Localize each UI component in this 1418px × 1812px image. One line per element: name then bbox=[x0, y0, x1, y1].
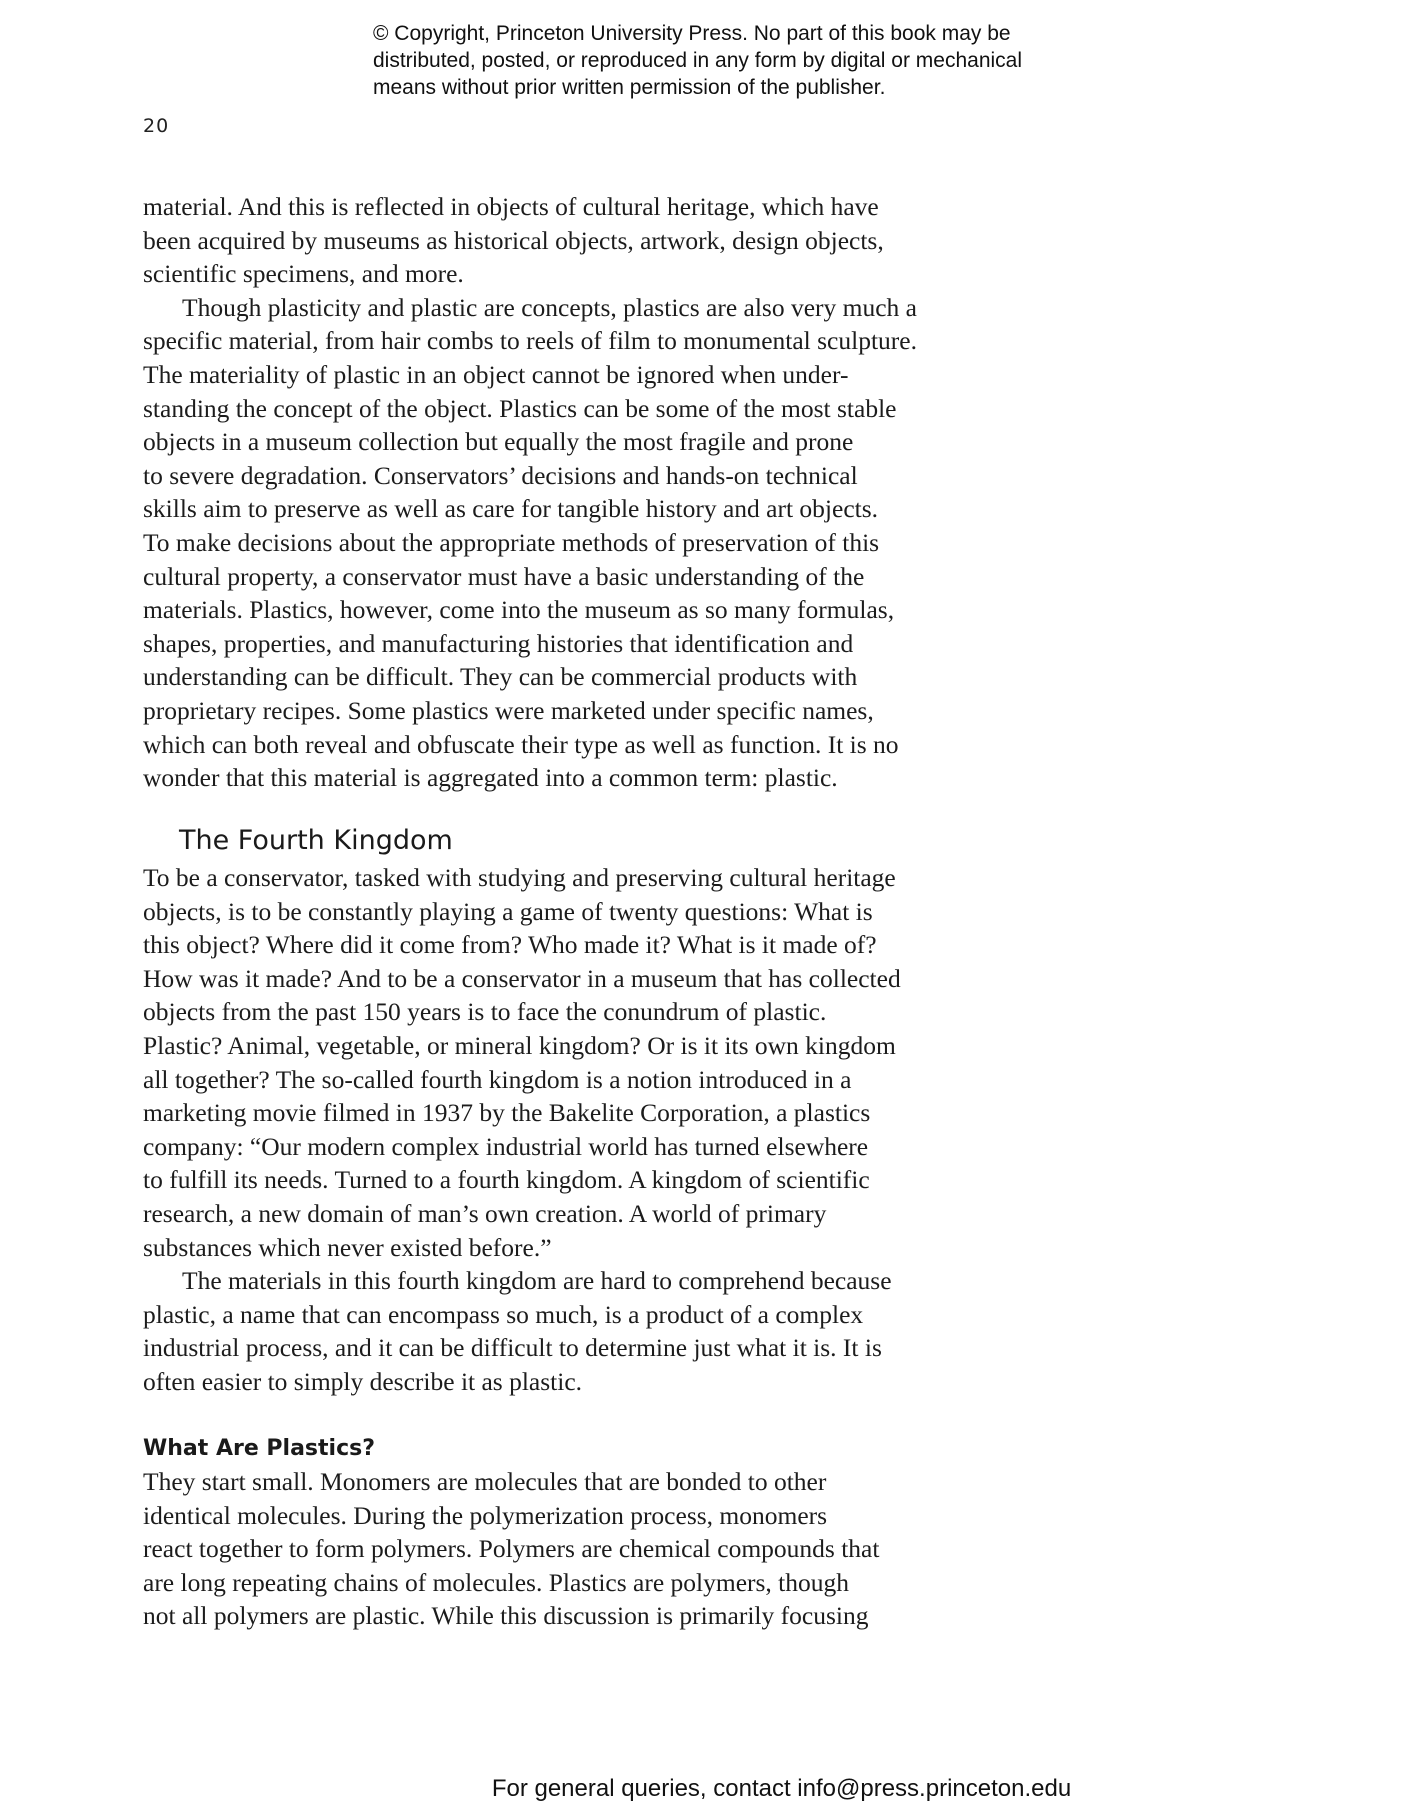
text-line: cultural property, a conservator must have a basic understanding of the bbox=[143, 561, 865, 591]
text-line: objects, is to be constantly playing a game of twenty questions: What is bbox=[143, 896, 873, 926]
copyright-notice bbox=[373, 20, 1093, 101]
text-line: understanding can be difficult. They can be commercial products with bbox=[143, 662, 858, 692]
text-line: The materials in this fourth kingdom are hard to comprehend because bbox=[182, 1266, 892, 1296]
text-line: To be a conservator, tasked with studying and preserving cultural heritage bbox=[143, 863, 896, 892]
copyright-line: means without prior written permission of the publisher. bbox=[373, 76, 886, 99]
text-line: standing the concept of the object. Plastics can be some of the most stable bbox=[143, 393, 897, 423]
text-line: all together? The so-called fourth kingdom is a notion introduced in a bbox=[143, 1064, 852, 1094]
text-line: scientific specimens, and more. bbox=[143, 259, 464, 289]
text-line: Though plasticity and plastic are concepts, plastics are also very much a bbox=[182, 292, 918, 322]
text-line: are long repeating chains of molecules. Plastics are polymers, though bbox=[143, 1567, 850, 1597]
text-line: research, a new domain of man’s own creation. A world of primary bbox=[143, 1198, 827, 1228]
footer-contact: For general queries, contact info@press.princeton.edu bbox=[491, 1775, 1072, 1802]
text-line: wonder that this material is aggregated into a common term: plastic. bbox=[143, 763, 838, 793]
page-number: 20 bbox=[143, 115, 170, 137]
text-line: How was it made? And to be a conservator in a museum that has collected bbox=[143, 963, 901, 993]
text-line: Plastic? Animal, vegetable, or mineral kingdom? Or is it its own kingdom bbox=[143, 1030, 896, 1060]
text-line: The materiality of plastic in an object cannot be ignored when under- bbox=[143, 359, 849, 389]
text-line: company: “Our modern complex industrial world has turned elsewhere bbox=[143, 1131, 869, 1161]
text-line: They start small. Monomers are molecules that are bonded to other bbox=[143, 1467, 827, 1496]
text-line: which can both reveal and obfuscate their type as well as function. It is no bbox=[143, 729, 899, 759]
body-section-what-are-plastics bbox=[143, 1465, 1003, 1633]
text-line: substances which never existed before.” bbox=[143, 1232, 552, 1262]
text-line: to fulfill its needs. Turned to a fourth kingdom. A kingdom of scientific bbox=[143, 1165, 870, 1195]
text-line: materials. Plastics, however, come into the museum as so many formulas, bbox=[143, 595, 895, 625]
text-line: to severe degradation. Conservators’ decisions and hands-on technical bbox=[143, 460, 858, 490]
text-line: been acquired by museums as historical objects, artwork, design objects, bbox=[143, 225, 884, 255]
copyright-line: distributed, posted, or reproduced in any form by digital or mechanical bbox=[373, 49, 1023, 72]
text-line: To make decisions about the appropriate methods of preservation of this bbox=[143, 527, 880, 557]
text-line: not all polymers are plastic. While this discussion is primarily focusing bbox=[143, 1601, 869, 1631]
body-section-fourth-kingdom bbox=[143, 861, 1003, 1399]
text-line: specific material, from hair combs to reels of film to monumental sculpture. bbox=[143, 326, 917, 356]
text-line: objects from the past 150 years is to face the conundrum of plastic. bbox=[143, 997, 827, 1027]
body-section-intro bbox=[143, 190, 1003, 795]
copyright-line: © Copyright, Princeton University Press. No part of this book may be bbox=[373, 22, 1011, 45]
section-heading-fourth-kingdom: The Fourth Kingdom bbox=[179, 825, 453, 856]
text-line: marketing movie filmed in 1937 by the Bakelite Corporation, a plastics bbox=[143, 1098, 871, 1128]
text-line: industrial process, and it can be difficult to determine just what it is. It is bbox=[143, 1333, 882, 1363]
text-line: identical molecules. During the polymerization process, monomers bbox=[143, 1500, 828, 1530]
text-line: material. And this is reflected in objects of cultural heritage, which have bbox=[143, 192, 879, 221]
text-line: skills aim to preserve as well as care for tangible history and art objects. bbox=[143, 494, 879, 524]
text-line: objects in a museum collection but equally the most fragile and prone bbox=[143, 427, 854, 457]
text-line: shapes, properties, and manufacturing histories that identification and bbox=[143, 628, 854, 658]
text-line: plastic, a name that can encompass so much, is a product of a complex bbox=[143, 1299, 864, 1329]
text-line: often easier to simply describe it as plastic. bbox=[143, 1366, 583, 1396]
text-line: this object? Where did it come from? Who made it? What is it made of? bbox=[143, 930, 877, 960]
text-line: proprietary recipes. Some plastics were marketed under specific names, bbox=[143, 695, 874, 725]
text-line: react together to form polymers. Polymers are chemical compounds that bbox=[143, 1534, 880, 1564]
section-heading-what-are-plastics: What Are Plastics? bbox=[143, 1436, 375, 1461]
